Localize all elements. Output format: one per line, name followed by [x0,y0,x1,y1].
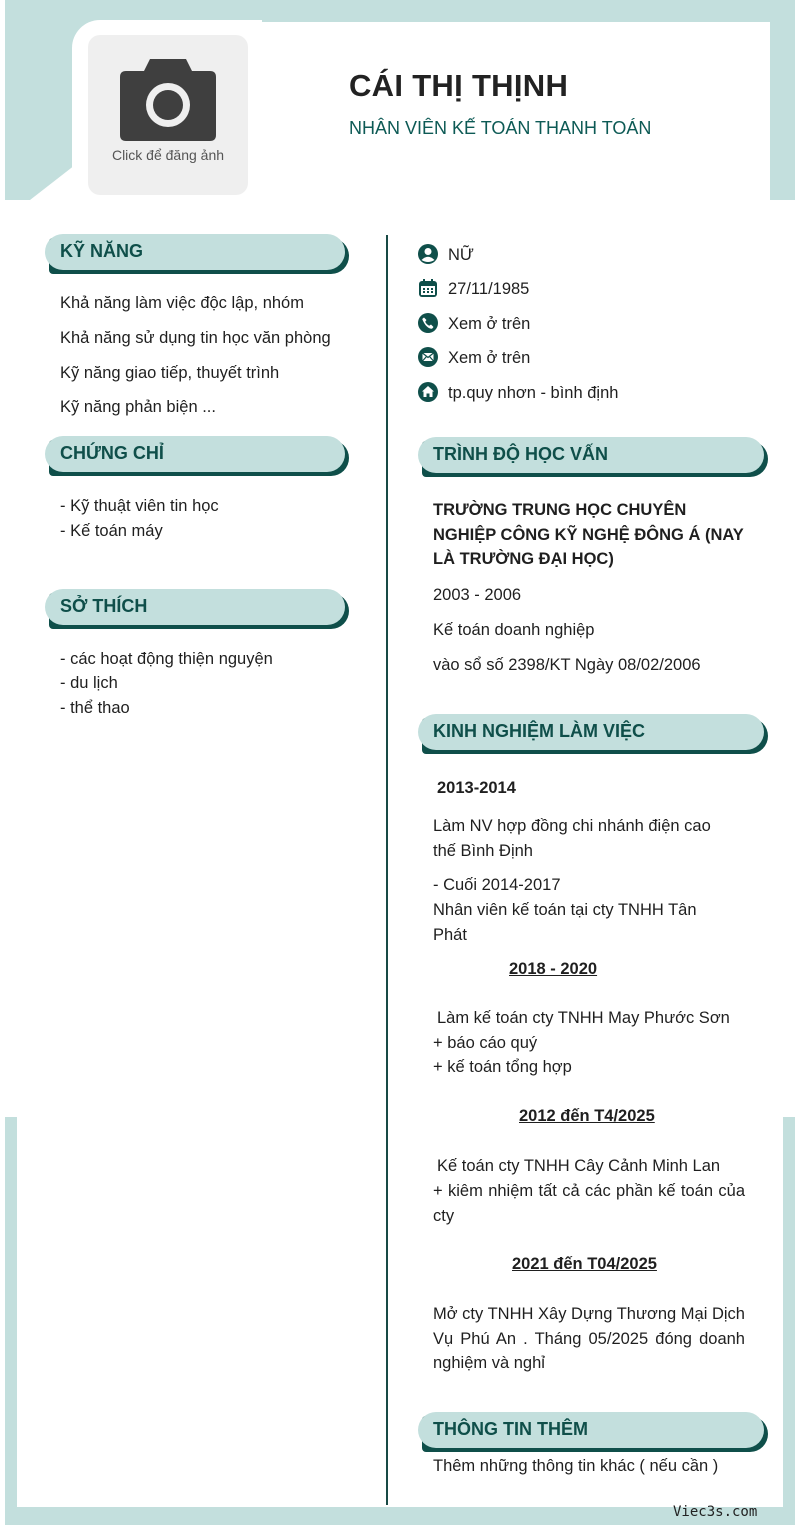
address: tp.quy nhơn - bình định [448,384,619,402]
experience-title: KINH NGHIỆM LÀM VIỆC [433,721,646,741]
experience-desc: Làm kế toán cty TNHH May Phước Sơn [437,1009,730,1027]
hobbies-title: SỞ THÍCH [60,596,148,616]
experience-period: 2018 - 2020 [509,960,598,978]
experience-period: 2013-2014 [437,779,516,797]
skill-item: Khả năng làm việc độc lập, nhóm [60,294,304,312]
education-major: Kế toán doanh nghiệp [433,621,595,639]
extra-info-text: Thêm những thông tin khác ( nếu cần ) [433,1457,719,1475]
extra-info-header [418,1412,764,1448]
skill-item: Kỹ năng giao tiếp, thuyết trình [60,364,280,382]
certificate-item: - Kỹ thuật viên tin học [60,497,219,515]
home-icon [418,382,438,402]
education-certificate: vào sổ số 2398/KT Ngày 08/02/2006 [433,656,701,674]
email: Xem ở trên [448,349,531,367]
experience-desc: + báo cáo quý [433,1034,538,1052]
hobby-item: - thể thao [60,699,130,717]
camera-icon [120,57,216,141]
experience-period: 2012 đến T4/2025 [519,1107,655,1125]
hobbies-header [45,589,345,625]
experience-desc: Làm NV hợp đồng chi nhánh điện cao thế Bình Định [433,817,711,860]
email-icon [418,347,438,367]
header-corner [30,165,75,200]
skills-title: KỸ NĂNG [60,241,144,261]
skill-item: Kỹ năng phản biện ... [60,398,216,416]
user-icon [418,244,438,264]
calendar-icon [418,278,438,298]
certificate-item: - Kế toán máy [60,522,163,540]
hobby-item: - du lịch [60,674,118,692]
experience-desc: + kiêm nhiệm tất cả các phần kế toán của cty [433,1182,745,1225]
experience-desc: Mở cty TNHH Xây Dựng Thương Mại Dịch Vụ Phú An . Tháng 05/2025 đóng doanh nghiệm và nghỉ [433,1305,745,1372]
birthday: 27/11/1985 [448,280,530,298]
experience-period: 2021 đến T04/2025 [512,1255,657,1273]
experience-period: - Cuối 2014-2017 [433,876,561,894]
extra-info-title: THÔNG TIN THÊM [433,1419,588,1439]
right-border [783,1117,795,1525]
column-divider [386,235,388,1505]
education-years: 2003 - 2006 [433,586,522,604]
phone-icon [418,313,438,333]
experience-desc: Kế toán cty TNHH Cây Cảnh Minh Lan [437,1157,721,1175]
gender: NỮ [448,246,475,264]
skills-header [45,234,345,270]
photo-upload[interactable] [88,35,248,195]
left-border [5,1117,17,1525]
header-panel [250,22,770,200]
experience-desc: Nhân viên kế toán tại cty TNHH Tân Phát [433,901,697,944]
education-title: TRÌNH ĐỘ HỌC VẤN [433,444,608,464]
education-header [418,437,764,473]
job-title: NHÂN VIÊN KẾ TOÁN THANH TOÁN [349,118,652,138]
certificates-title: CHỨNG CHỈ [60,443,164,463]
experience-desc: + kế toán tổng hợp [433,1058,572,1076]
footer-brand: Viec3s.com [673,1504,758,1520]
skill-item: Khả năng sử dụng tin học văn phòng [60,329,331,347]
phone: Xem ở trên [448,315,531,333]
certificates-header [45,436,345,472]
experience-header [418,714,764,750]
education-school: TRƯỜNG TRUNG HỌC CHUYÊN NGHIỆP CÔNG KỸ NGHỆ ĐÔNG Á (NAY LÀ TRƯỜNG ĐẠI HỌC) [433,501,744,568]
photo-caption: Click để đăng ảnh [111,147,225,163]
hobby-item: - các hoạt động thiện nguyện [60,650,273,668]
candidate-name: CÁI THỊ THỊNH [349,68,569,103]
